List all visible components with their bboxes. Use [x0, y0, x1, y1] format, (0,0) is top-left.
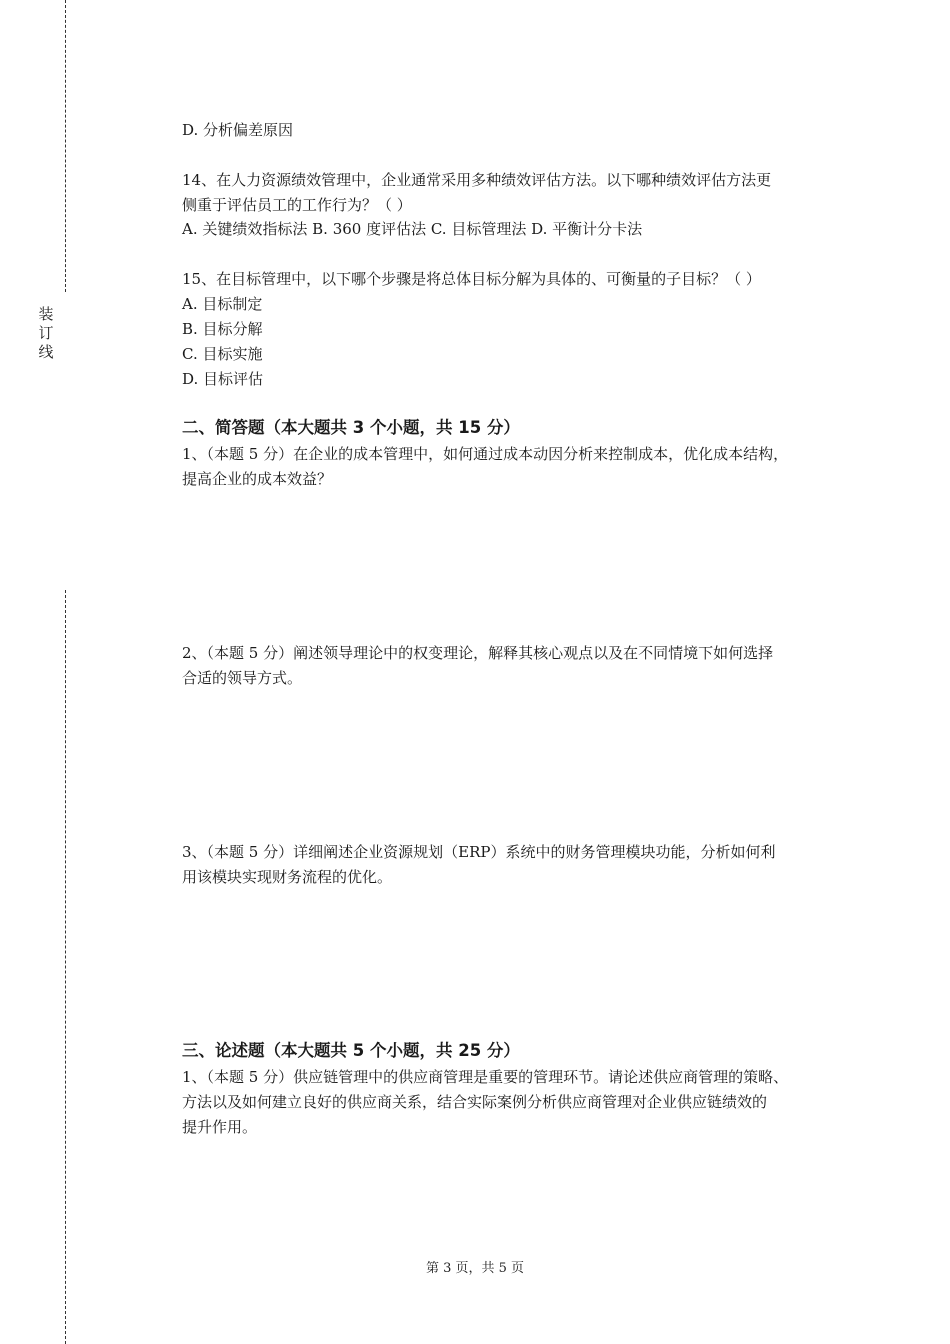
q14-stem-line-2: 侧重于评估员工的工作行为？（ ）: [182, 196, 412, 214]
short-answer-3-line-1: 3、（本题 5 分）详细阐述企业资源规划（ERP）系统中的财务管理模块功能，分析如何利: [182, 843, 776, 861]
short-answer-1-line-2: 提高企业的成本效益？: [182, 470, 333, 488]
section-2-title: 二、简答题（本大题共 3 个小题，共 15 分）: [182, 418, 520, 437]
q15-option-d: D. 目标评估: [182, 370, 264, 388]
q14-stem-line-1: 14、在人力资源绩效管理中，企业通常采用多种绩效评估方法。以下哪种绩效评估方法更: [182, 171, 772, 189]
binding-label: [38, 305, 54, 362]
q15-option-a: A. 目标制定: [182, 295, 263, 313]
short-answer-3-line-2: 用该模块实现财务流程的优化。: [182, 868, 393, 886]
section-3-title: 三、论述题（本大题共 5 个小题，共 25 分）: [182, 1041, 520, 1060]
page-footer: 第 3 页，共 5 页: [425, 1261, 525, 1276]
binding-char-2: 订: [38, 324, 54, 342]
binding-line-top: [65, 0, 66, 292]
short-answer-1-line-1: 1、（本题 5 分）在企业的成本管理中，如何通过成本动因分析来控制成本，优化成本结构，: [182, 445, 789, 463]
q15-option-b: B. 目标分解: [182, 320, 263, 338]
essay-1-line-1: 1、（本题 5 分）供应链管理中的供应商管理是重要的管理环节。请论述供应商管理的策略、: [182, 1068, 789, 1086]
essay-1-line-3: 提升作用。: [182, 1118, 258, 1136]
q15-stem: 15、在目标管理中，以下哪个步骤是将总体目标分解为具体的、可衡量的子目标？（ ）: [182, 270, 761, 288]
short-answer-2-line-2: 合适的领导方式。: [182, 669, 303, 687]
q15-option-c: C. 目标实施: [182, 345, 263, 363]
essay-1-line-2: 方法以及如何建立良好的供应商关系，结合实际案例分析供应商管理对企业供应链绩效的: [182, 1093, 768, 1111]
binding-line-bottom: [65, 590, 66, 1344]
short-answer-2-line-1: 2、（本题 5 分）阐述领导理论中的权变理论，解释其核心观点以及在不同情境下如何选择: [182, 644, 774, 662]
q14-options: A. 关键绩效指标法 B. 360 度评估法 C. 目标管理法 D. 平衡计分卡法: [182, 220, 643, 238]
binding-char-3: 线: [38, 343, 54, 361]
binding-char-1: 装: [38, 305, 54, 323]
q13-option-d: D. 分析偏差原因: [182, 121, 294, 139]
